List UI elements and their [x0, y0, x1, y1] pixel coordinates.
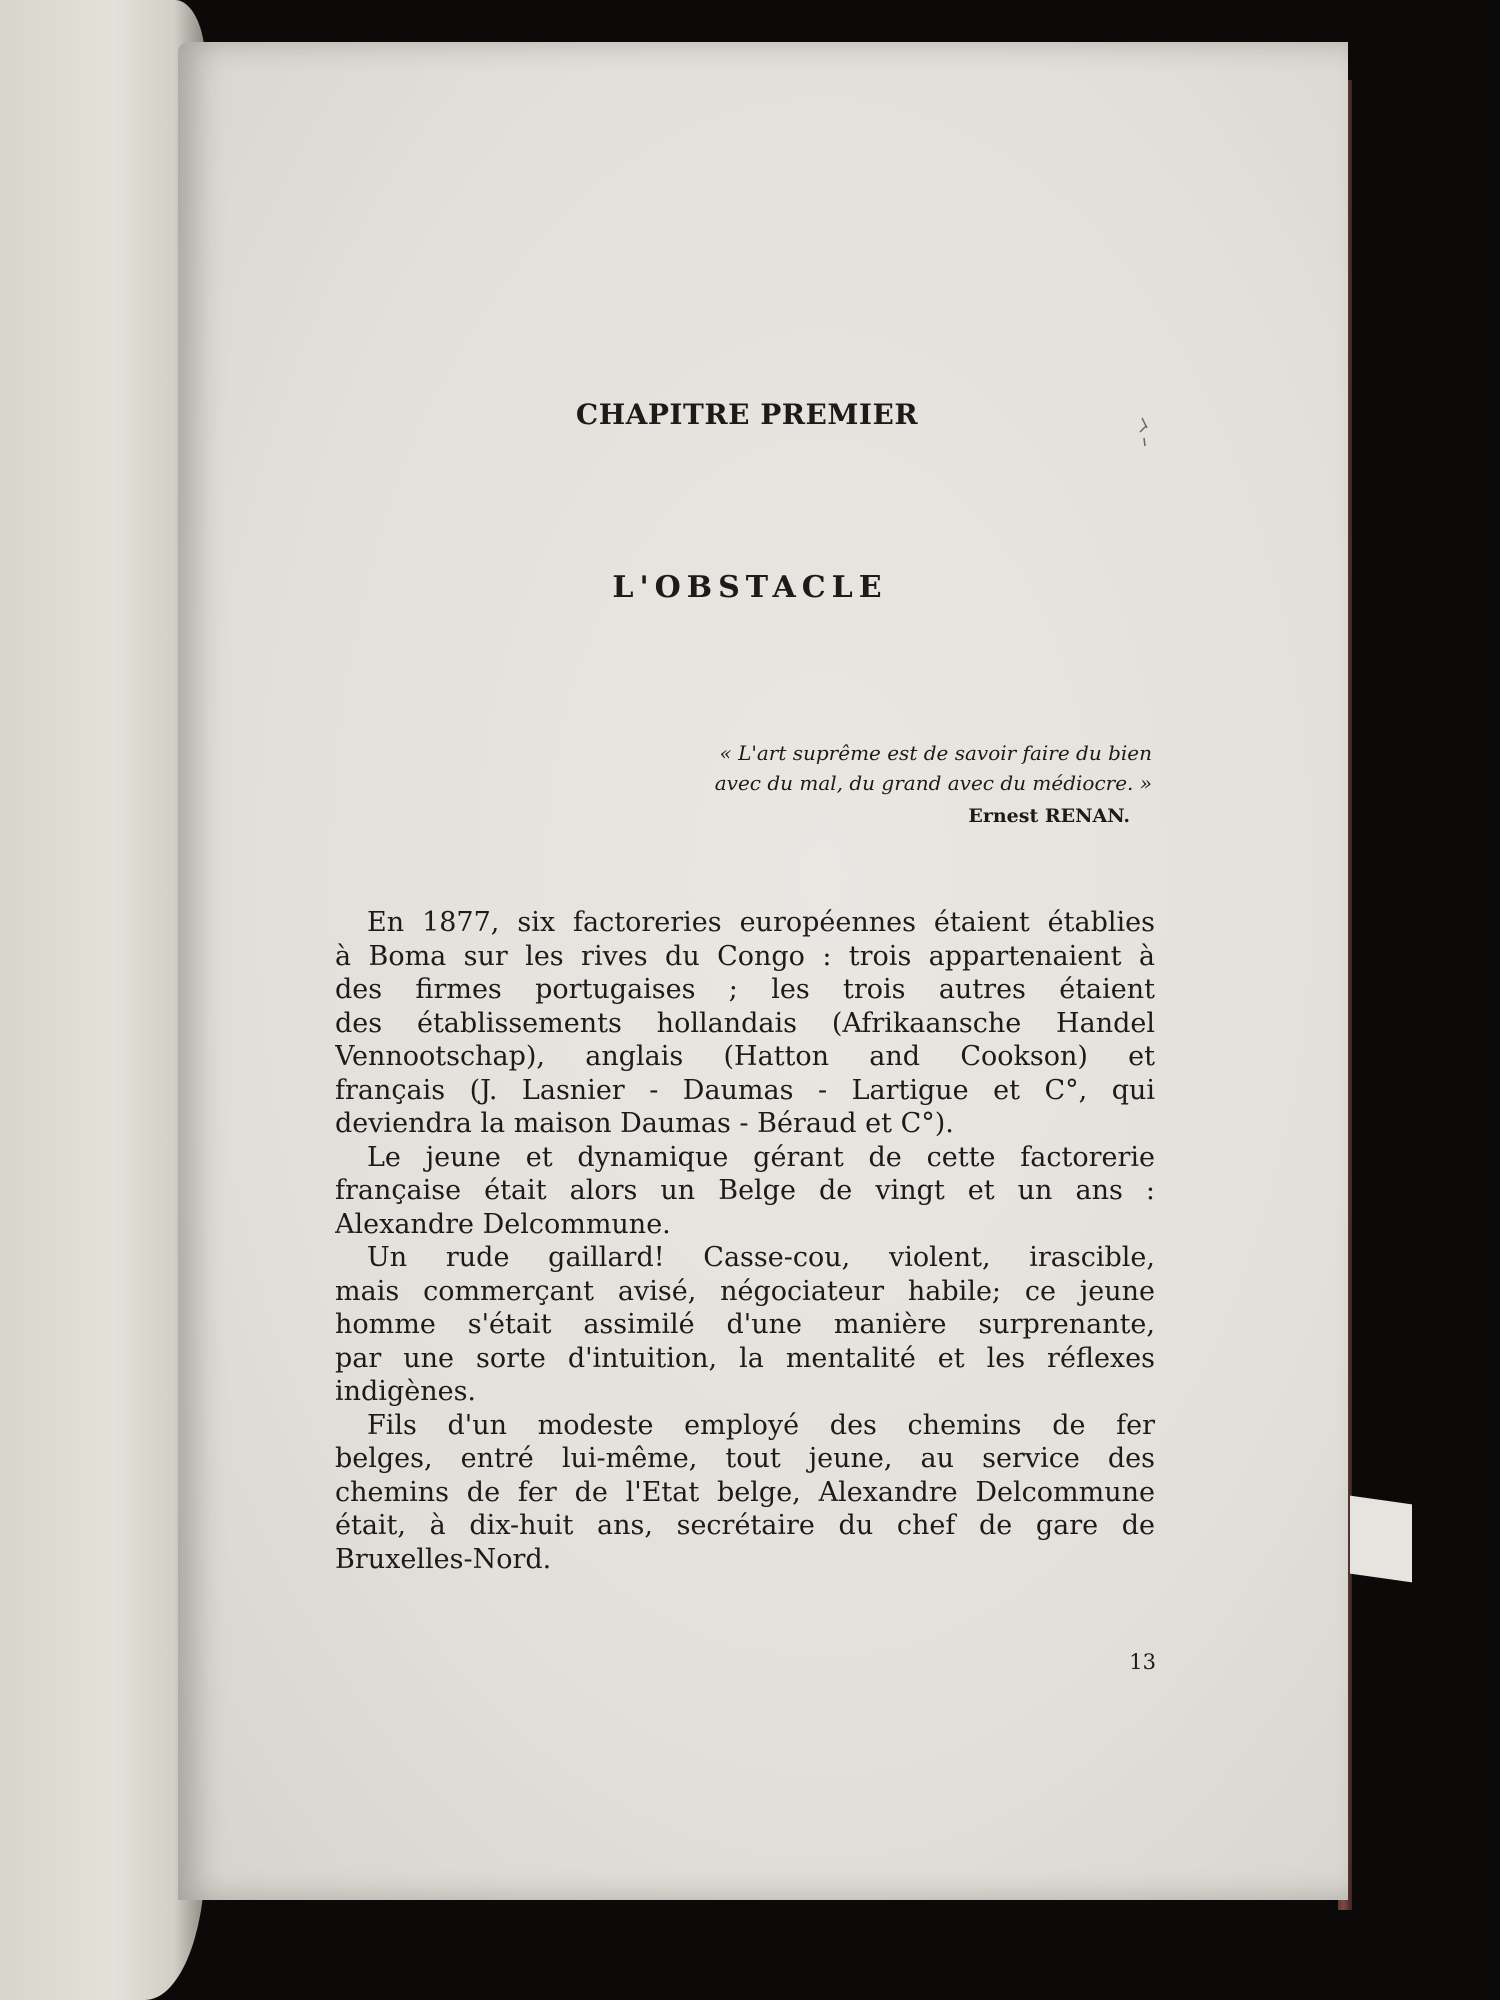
chapter-title: L'OBSTACLE [612, 570, 888, 605]
page-number: 13 [1129, 1650, 1156, 1674]
body-line: était, à dix-huit ans, secrétaire du chef de gare de [335, 1510, 1155, 1541]
epigraph [600, 738, 1152, 798]
body-line: Bruxelles-Nord. [335, 1543, 552, 1575]
body-line: Le jeune et dynamique gérant de cette factorerie [367, 1141, 1155, 1173]
body-line: belges, entré lui-même, tout jeune, au service des [335, 1443, 1155, 1474]
chapter-heading: CHAPITRE PREMIER [575, 398, 919, 431]
page-tab [1350, 1496, 1412, 1583]
left-page [0, 0, 205, 2000]
body-line: homme s'était assimilé d'une manière surprenante, [335, 1309, 1155, 1340]
body-line: par une sorte d'intuition, la mentalité et les réflexes [335, 1342, 1155, 1374]
epigraph-author: Ernest RENAN. [968, 805, 1130, 827]
body-line: français (J. Lasnier - Daumas - Lartigue et C°, qui [335, 1074, 1155, 1106]
body-text [335, 906, 1155, 1576]
body-line: Vennootschap), anglais (Hatton and Cookson) et [335, 1041, 1155, 1072]
body-line: à Boma sur les rives du Congo : trois appartenaient à [335, 940, 1155, 972]
epigraph-line: « L'art suprême est de savoir faire du bien [719, 741, 1152, 765]
body-line: Fils d'un modeste employé des chemins de fer [367, 1409, 1155, 1441]
body-line: chemins de fer de l'Etat belge, Alexandre Delcommune [335, 1476, 1155, 1508]
body-line: En 1877, six factoreries européennes étaient établies [367, 907, 1155, 938]
body-line: des établissements hollandais (Afrikaansche Handel [335, 1007, 1155, 1039]
body-line: des firmes portugaises ; les trois autres étaient [335, 974, 1155, 1005]
body-line: deviendra la maison Daumas - Béraud et C°). [335, 1108, 954, 1139]
body-line: française était alors un Belge de vingt et un ans : [335, 1175, 1155, 1206]
epigraph-line: avec du mal, du grand avec du médiocre. » [714, 771, 1152, 795]
pencil-mark [1138, 414, 1152, 454]
body-line: indigènes. [335, 1376, 477, 1407]
body-line: Un rude gaillard! Casse-cou, violent, irascible, [367, 1242, 1155, 1273]
body-line: Alexandre Delcommune. [335, 1208, 671, 1240]
body-line: mais commerçant avisé, négociateur habile; ce jeune [335, 1275, 1155, 1307]
